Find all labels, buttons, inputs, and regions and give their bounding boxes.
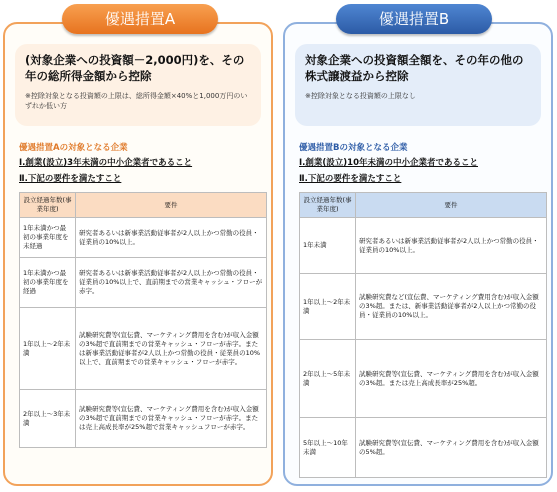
table-row (300, 340, 547, 418)
period-cell: 1年未満かつ最初の事業年度を未経過 (20, 218, 76, 258)
requirement-cell: 研究者あるいは新事業活動従事者が2人以上かつ常勤の役員・従業員の10%以上で、直前期までの営業キャッシュ・フローが赤字。 (76, 258, 267, 308)
measure-b-note: ※控除対象となる投資額の上限なし (305, 92, 416, 100)
table-row (20, 258, 267, 308)
measure-a-requirement-1: Ⅰ.創業(設立)3年未満の中小企業者であること (19, 158, 193, 168)
table-row (300, 418, 547, 478)
table-row (300, 218, 547, 274)
period-cell: 1年未満 (300, 218, 356, 274)
table-header-period: 設立経過年数(事業年度) (300, 193, 356, 218)
measure-b-section-title: 優遇措置Bの対象となる企業 (299, 143, 408, 153)
period-cell: 1年以上～2年未満 (300, 274, 356, 340)
measure-a-requirement-2: Ⅱ.下記の要件を満たすこと (19, 174, 122, 184)
requirement-cell: 試験研究費等(宣伝費、マーケティング費用を含む)が収入金額の5%超。 (356, 418, 547, 478)
measure-b-requirement-1: Ⅰ.創業(設立)10年未満の中小企業者であること (299, 158, 478, 168)
requirement-cell: 試験研究費等(宣伝費、マーケティング費用を含む)が収入金額の3%超で直前期までの営業キャッシュ・フローが赤字。または売上高成長率が25%超で営業キャッシュフローが赤字。 (76, 390, 267, 448)
measure-a-table (19, 192, 267, 448)
requirement-cell: 試験研究費など(宣伝費、マーケティング費用含む)が収入金額の3%超。または、新事業活動従事者が2人以上かつ常勤の役員・従業員の10%以上。 (356, 274, 547, 340)
measure-a-section-title: 優遇措置Aの対象となる企業 (19, 143, 128, 153)
measure-b-header: 優遇措置B (336, 4, 492, 34)
measure-a-header: 優遇措置A (62, 4, 218, 34)
measure-a-summary-box (15, 44, 261, 126)
table-header-period: 設立経過年数(事業年度) (20, 193, 76, 218)
measure-a-note: ※控除対象となる投資額の上限は、総所得金額×40%と1,000万円のいずれか低い方 (25, 92, 248, 110)
measure-a-summary: (対象企業への投資額－2,000円)を、その年の総所得金額から控除 (25, 53, 245, 83)
measure-b-summary-box (295, 44, 541, 126)
measure-a-panel (3, 22, 273, 486)
measure-b-table (299, 192, 547, 478)
period-cell: 1年未満かつ最初の事業年度を経過 (20, 258, 76, 308)
period-cell: 2年以上～3年未満 (20, 390, 76, 448)
measure-b-requirement-2: Ⅱ.下記の要件を満たすこと (299, 174, 402, 184)
table-header-requirement: 要件 (356, 193, 547, 218)
requirement-cell: 研究者あるいは新事業活動従事者が2人以上かつ常勤の役員・従業員の10%以上。 (76, 218, 267, 258)
requirement-cell: 試験研究費等(宣伝費、マーケティング費用を含む)が収入金額の3%超。または売上高成長率が25%超。 (356, 340, 547, 418)
requirement-cell: 研究者あるいは新事業活動従事者が2人以上かつ常勤の役員・従業員の10%以上。 (356, 218, 547, 274)
table-row (20, 390, 267, 448)
measure-b-panel (283, 22, 553, 486)
period-cell: 5年以上～10年未満 (300, 418, 356, 478)
requirement-cell: 試験研究費等(宣伝費、マーケティング費用を含む)が収入金額の3%超で直前期までの営業キャッシュ・フローが赤字。または新事業活動従事者が2人以上かつ常勤の役員・従業員の10%以上で、直前期までの営業キャッシュ・フローが赤字。 (76, 308, 267, 390)
table-row (20, 308, 267, 390)
period-cell: 1年以上～2年未満 (20, 308, 76, 390)
table-row (300, 274, 547, 340)
table-header-requirement: 要件 (76, 193, 267, 218)
period-cell: 2年以上～5年未満 (300, 340, 356, 418)
table-row (20, 218, 267, 258)
measure-b-summary: 対象企業への投資額全額を、その年の他の株式譲渡益から控除 (305, 53, 524, 83)
